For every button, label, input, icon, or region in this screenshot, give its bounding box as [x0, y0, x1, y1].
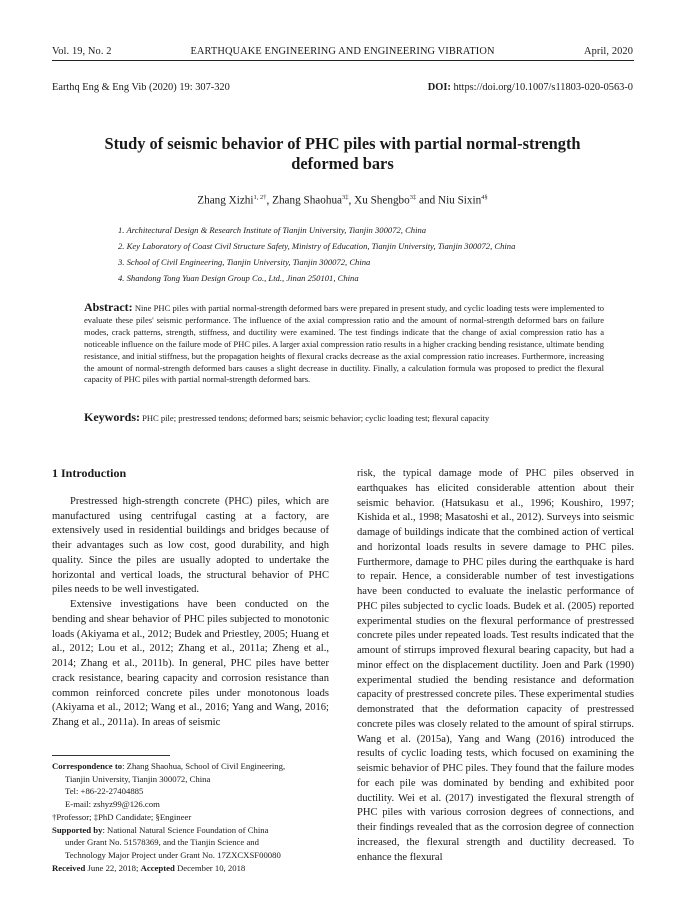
affiliations — [118, 222, 638, 286]
footnote-rule — [52, 755, 170, 756]
abstract — [84, 302, 604, 386]
title-line-2: deformed bars — [291, 154, 394, 173]
author-2-sup: 3‡ — [342, 194, 349, 201]
doi-label: DOI: — [427, 82, 451, 93]
received-date: June 22, 2018; — [85, 862, 141, 873]
right-column — [357, 467, 634, 865]
affiliation-2: 2. Key Laboratory of Coast Civil Structure Safety, Ministry of Education, Tianjin University, Tianjin 300072, China — [118, 241, 516, 251]
telephone: Tel: +86-22-27404885 — [65, 786, 144, 797]
author-roles: †Professor; ‡PhD Candidate; §Engineer — [52, 811, 192, 822]
correspondence — [52, 760, 334, 773]
author-1-sup: 1, 2† — [253, 194, 267, 201]
author-list — [0, 194, 685, 207]
email[interactable]: E-mail: zshyz99@126.com — [65, 799, 160, 810]
funding-line-2: under Grant No. 51578369, and the Tianjin Science and — [65, 837, 259, 848]
funding-label: Supported by — [52, 824, 103, 835]
funding — [52, 824, 334, 837]
funding-line-3: Technology Major Project under Grant No. 17ZXCXSF00080 — [65, 849, 281, 860]
accepted-label: Accepted — [140, 862, 175, 873]
journal-name: EARTHQUAKE ENGINEERING AND ENGINEERING VIBRATION — [190, 46, 495, 57]
author-4: and Niu Sixin — [416, 194, 482, 207]
author-3-sup: 3‡ — [409, 194, 417, 201]
affiliation-1: 1. Architectural Design & Research Institute of Tianjin University, Tianjin 300072, China — [118, 225, 427, 235]
doi-link[interactable]: https://doi.org/10.1007/s11803-020-0563-0 — [450, 82, 633, 93]
keywords-label: Keywords: — [84, 410, 140, 424]
paragraph-2: Extensive investigations have been conducted on the bending and shear behavior of PHC piles subjected to monotonic loads (Akiyama et al., 2012; Budek and Priestley, 2005; Huang et al., 2012; Lou et al., 2012; Zhang et al., 2011a; Zheng et al., 2014; Zhang et al., 2011b). In general, PHC piles have better crack resistance, bearing capacity and corrosion resistance than common reinforced concrete piles under monotonous loads (Akiyama et al., 2012; Wang et al., 2016; Yang and Wang, 2016; Zhang et al., 2011a). In areas of seismic — [52, 599, 329, 728]
correspondence-label: Correspondence to — [52, 761, 123, 771]
author-1: Zhang Xizhi — [197, 194, 254, 207]
left-column — [52, 466, 329, 731]
author-4-sup: 4§ — [481, 194, 488, 201]
section-heading: 1 Introduction — [52, 466, 127, 480]
paper-title — [40, 134, 645, 174]
citation: Earthq Eng & Eng Vib (2020) 19: 307-320 — [52, 82, 230, 93]
volume-issue: Vol. 19, No. 2 — [52, 46, 112, 57]
abstract-label: Abstract: — [84, 300, 133, 314]
issue-date: April, 2020 — [583, 46, 633, 57]
author-2: , Zhang Shaohua — [266, 194, 343, 207]
keywords-text: PHC pile; prestressed tendons; deformed bars; seismic behavior; cyclic loading test; flexural capacity — [140, 413, 490, 423]
accepted-date: December 10, 2018 — [174, 862, 246, 873]
doi[interactable] — [428, 82, 633, 93]
correspondence-address: Tianjin University, Tianjin 300072, China — [65, 773, 211, 784]
title-line-1: Study of seismic behavior of PHC piles with partial normal-strength — [104, 134, 581, 153]
affiliation-4: 4. Shandong Tong Yuan Design Group Co., Ltd., Jinan 250101, China — [118, 273, 359, 283]
header-rule — [52, 60, 634, 61]
footnotes — [52, 760, 334, 874]
paragraph-1: Prestressed high-strength concrete (PHC) piles, which are manufactured using centrifugal casting at a factory, are extensively used in residential buildings and bridges because of their advantages such as low cost, good durability, and high quality. Since the piles are usually adopted to undertake the horizontal and vertical loads, the structural behavior of PHC piles needs to be well investigated. — [52, 495, 329, 596]
keywords — [84, 410, 604, 425]
correspondence-text: : Zhang Shaohua, School of Civil Engineering, — [122, 761, 286, 771]
received-label: Received — [52, 862, 86, 873]
dates — [52, 862, 334, 875]
paragraph-3: risk, the typical damage mode of PHC piles observed in earthquakes has elicited considerable attention about their seismic behavior. (Hatsukasu et al., 1996; Koushiro, 1997; Kishida et al., 1998; Masatoshi et al., 2012). Surveys into seismic damage of buildings indicate that the combined action of vertical and horizontal loads results in severe damage to PHC piles. Furthermore, damage to PHC piles during the earthquake is hard to repair. Hence, a considerable number of test investigations have been conducted to evaluate the inelastic performance of PHC piles subjected to cyclic loads. Budek et al. (2005) reported experimental studies on the flexural performance of prestressed concrete piles under repeated loads. Test results indicated that the amount of stirrups improved flexural bearing capacity, but had a minor effect on the displacement ductility. Joen and Park (1990) experimental studied the bending resistance and deformation capacity of prestressed concrete piles. These experimental studies demonstrated that the deformation capacity of prestressed concrete piles was closely related to the amount of spiral stirrups. Wang et al. (2015a), Yang and Wang (2016) introduced the results of cyclic loading tests, which focused on examining the seismic behavior of PHC piles. They found that the failure modes for each pile was dominated by bending and exhibited poor ductility. Wei et al. (2017) investigated the flexural strength of PHC piles with various corrosion degrees of connections, and their findings revealed that as the corrosion degree of connection increased, the flexural strength and ductility decreased. To enhance the flexural — [357, 468, 634, 863]
funding-text: : National Natural Science Foundation of China — [102, 824, 269, 835]
abstract-text: Nine PHC piles with partial normal-strength deformed bars were prepared in present study, and cyclic loading tests were implemented to evaluate these piles' seismic performance. The influence of the axial compression ratio and the amount of normal-strength deformed bars on failure modes, crack patterns, strength, stiffness, and ductility were examined. The test findings indicate that the change of axial compression ratio has a noticeable influence on the failure mode of PHC piles. A larger axial compression ratio results in a higher cracking bending resistance, ultimate bending resistance, and initial stiffness, but the propagation heights of flexural cracks decrease as the axial compression ratio increases. Furthermore, increasing the amount of normal-strength deformed bars causes a slight decrease in ductility. Finally, a calculation formula was proposed to predict the flexural capacity of PHC piles with partial normal-strength deformed bars. — [84, 303, 604, 385]
affiliation-3: 3. School of Civil Engineering, Tianjin University, Tianjin 300072, China — [118, 257, 371, 267]
author-3: , Xu Shengbo — [348, 194, 410, 207]
